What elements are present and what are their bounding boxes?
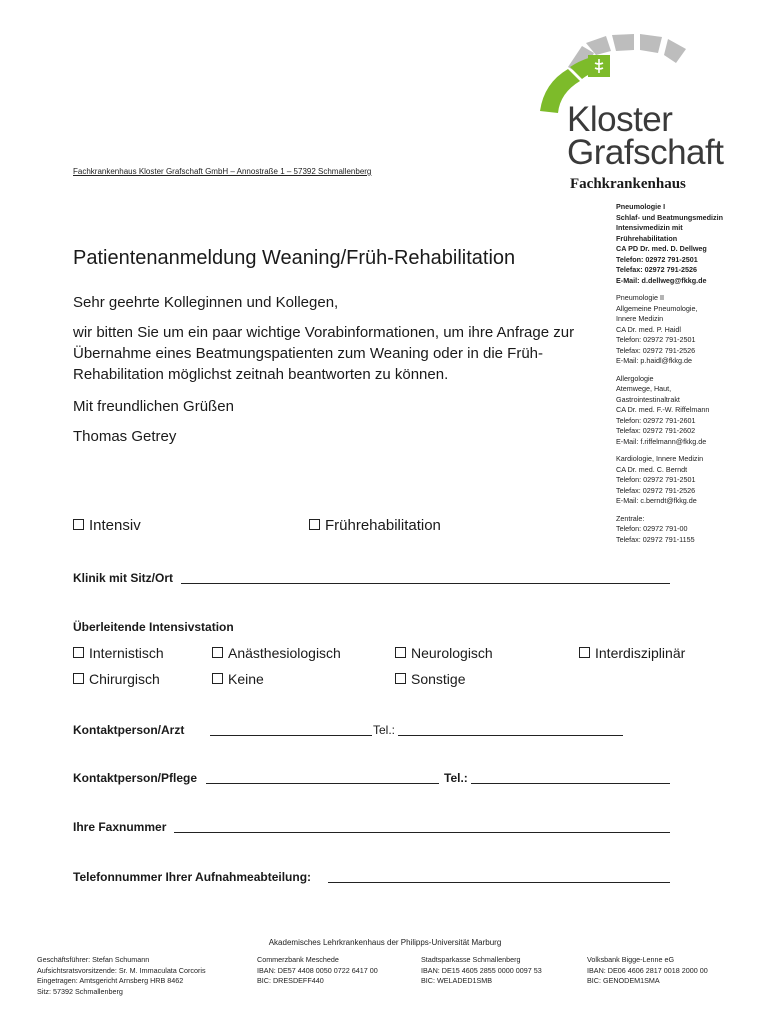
- footer-bank-volksbank: [587, 955, 708, 987]
- contact-line: Innere Medizin: [616, 314, 664, 323]
- checkbox-interdisziplinaer[interactable]: [579, 645, 685, 661]
- contact-line: Telefax: 02972 791-2526: [616, 345, 696, 355]
- checkbox-box-icon[interactable]: [73, 647, 84, 658]
- checkbox-label: Intensiv: [89, 517, 141, 534]
- contact-line: Allergologie: [616, 373, 654, 383]
- contact-column: [616, 202, 766, 552]
- contact-line: Telefon: 02972 791-00: [616, 524, 688, 533]
- checkbox-box-icon[interactable]: [395, 647, 406, 658]
- contact-line: Telefon: 02972 791-2501: [616, 475, 696, 484]
- checkbox-box-icon[interactable]: [395, 673, 406, 684]
- checkbox-label: Interdisziplinär: [595, 645, 686, 661]
- contact-line: Gastrointestinaltrakt: [616, 394, 680, 404]
- doctor-tel-label: Tel.:: [373, 723, 396, 737]
- contact-line: Telefax: 02972 791-2602: [616, 426, 696, 435]
- phone-label: Telefonnummer Ihrer Aufnahmeabteilung:: [73, 870, 312, 884]
- nurse-tel-input-line[interactable]: [471, 783, 670, 784]
- footer-management: [37, 955, 206, 997]
- contact-block: [616, 514, 766, 546]
- footer-line: Aufsichtsratsvorsitzende: Sr. M. Immaculata Corcoris: [37, 965, 206, 975]
- contact-line: Telefon: 02972 791-2501: [616, 335, 696, 344]
- footer-line: IBAN: DE15 4605 2855 0000 0097 53: [421, 965, 542, 975]
- checkbox-neurologisch[interactable]: [395, 645, 493, 661]
- footer-bank-sparkasse: [421, 955, 542, 987]
- contact-doctor-label: Kontaktperson/Arzt: [73, 723, 185, 737]
- doctor-tel-input-line[interactable]: [398, 735, 623, 736]
- contact-block: [616, 293, 766, 367]
- checkbox-box-icon[interactable]: [212, 647, 223, 658]
- contact-block: [616, 202, 766, 286]
- logo-word-kloster: Kloster: [567, 100, 673, 139]
- contact-line: E-Mail: c.berndt@fkkg.de: [616, 496, 697, 505]
- intro-paragraph: wir bitten Sie um ein paar wichtige Vorabinformationen, um ihre Anfrage zur Übernahme eines Beatmungspatienten zum Weaning oder in die Früh-Rehabilitation möglichst zeitnah beantworten zu können.: [73, 324, 575, 383]
- footer-line: BIC: DRESDEFF440: [257, 976, 324, 985]
- checkbox-box-icon[interactable]: [579, 647, 590, 658]
- contact-nurse-label: Kontaktperson/Pflege: [73, 771, 198, 785]
- contact-line: Telefax: 02972 791-2526: [616, 265, 697, 274]
- footer-line: Volksbank Bigge-Lenne eG: [587, 955, 675, 964]
- footer-line: Sitz: 57392 Schmallenberg: [37, 986, 123, 996]
- checkbox-label: Keine: [228, 671, 264, 687]
- fax-input-line[interactable]: [174, 832, 670, 833]
- contact-block: [616, 374, 766, 448]
- sender-address: Fachkrankenhaus Kloster Grafschaft GmbH – Annostraße 1 – 57392 Schmallenberg: [73, 167, 372, 176]
- footer-line: Commerzbank Meschede: [257, 955, 339, 964]
- footer-line: BIC: WELADED1SMB: [421, 976, 493, 985]
- contact-line: Kardiologie, Innere Medizin: [616, 454, 704, 463]
- checkbox-chirurgisch[interactable]: [73, 671, 160, 687]
- phone-input-line[interactable]: [328, 882, 670, 883]
- checkbox-label: Sonstige: [411, 671, 466, 687]
- contact-line: CA PD Dr. med. D. Dellweg: [616, 244, 707, 253]
- footer-line: Eingetragen: Amtsgericht Arnsberg HRB 8462: [37, 976, 184, 985]
- contact-line: Allgemeine Pneumologie,: [616, 303, 698, 313]
- contact-line: Telefon: 02972 791-2601: [616, 415, 696, 425]
- checkbox-label: Anästhesiologisch: [228, 645, 341, 661]
- logo-word-grafschaft: Grafschaft: [567, 133, 724, 172]
- contact-nurse-input-line[interactable]: [206, 783, 439, 784]
- checkbox-keine[interactable]: [212, 671, 264, 687]
- checkbox-intensiv[interactable]: [73, 517, 141, 534]
- contact-line: E-Mail: d.dellweg@fkkg.de: [616, 275, 707, 285]
- page-title: Patientenanmeldung Weaning/Früh-Rehabilitation: [73, 247, 516, 269]
- contact-line: Telefax: 02972 791-1155: [616, 534, 695, 544]
- checkbox-box-icon[interactable]: [73, 519, 84, 530]
- contact-doctor-input-line[interactable]: [210, 735, 372, 736]
- contact-line: Telefon: 02972 791-2501: [616, 254, 698, 264]
- hospital-logo: [530, 33, 740, 203]
- contact-line: CA Dr. med. F.-W. Riffelmann: [616, 405, 710, 414]
- contact-line: E-Mail: p.haidl@fkkg.de: [616, 356, 693, 365]
- station-heading: Überleitende Intensivstation: [73, 620, 234, 634]
- footer-university: Akademisches Lehrkrankenhaus der Philipps-Universität Marburg: [268, 938, 502, 947]
- contact-line: Intensivmedizin mit: [616, 223, 683, 232]
- contact-line: Schlaf- und Beatmungsmedizin: [616, 212, 724, 222]
- clinic-input-line[interactable]: [181, 583, 670, 584]
- footer-bank-commerzbank: [257, 955, 378, 987]
- checkbox-box-icon[interactable]: [73, 673, 84, 684]
- checkbox-label: Frührehabilitation: [325, 517, 441, 534]
- contact-block: [616, 454, 766, 507]
- footer-line: IBAN: DE06 4606 2817 0018 2000 00: [587, 965, 708, 975]
- contact-line: Atemwege, Haut,: [616, 384, 672, 393]
- checkbox-sonstige[interactable]: [395, 671, 465, 687]
- contact-line: Pneumologie II: [616, 293, 664, 302]
- nurse-tel-label: Tel.:: [444, 771, 468, 785]
- checkbox-label: Internistisch: [89, 645, 164, 661]
- footer-line: IBAN: DE57 4408 0050 0722 6417 00: [257, 965, 378, 975]
- logo-subtitle: Fachkrankenhaus: [570, 176, 686, 192]
- contact-line: E-Mail: f.riffelmann@fkkg.de: [616, 436, 707, 446]
- contact-line: CA Dr. med. C. Berndt: [616, 464, 688, 474]
- checkbox-fruehrehabilitation[interactable]: [309, 517, 441, 534]
- contact-line: Zentrale:: [616, 513, 645, 523]
- closing: Mit freundlichen Grüßen: [73, 398, 234, 415]
- checkbox-label: Chirurgisch: [89, 671, 160, 687]
- footer-line: Geschäftsführer: Stefan Schumann: [37, 955, 150, 964]
- checkbox-label: Neurologisch: [411, 645, 493, 661]
- footer-line: BIC: GENODEM1SMA: [587, 976, 660, 985]
- checkbox-box-icon[interactable]: [212, 673, 223, 684]
- checkbox-anaesthesiologisch[interactable]: [212, 645, 341, 661]
- contact-line: Frührehabilitation: [616, 233, 678, 243]
- fax-label: Ihre Faxnummer: [73, 820, 167, 834]
- checkbox-internistisch[interactable]: [73, 645, 164, 661]
- clinic-label: Klinik mit Sitz/Ort: [73, 571, 174, 585]
- footer-line: Stadtsparkasse Schmallenberg: [421, 955, 521, 964]
- checkbox-box-icon[interactable]: [309, 519, 320, 530]
- greeting: Sehr geehrte Kolleginnen und Kollegen,: [73, 294, 339, 311]
- contact-line: Telefax: 02972 791-2526: [616, 485, 696, 495]
- signature: Thomas Getrey: [73, 428, 177, 445]
- contact-line: CA Dr. med. P. Haidl: [616, 324, 681, 334]
- contact-line: Pneumologie I: [616, 202, 666, 211]
